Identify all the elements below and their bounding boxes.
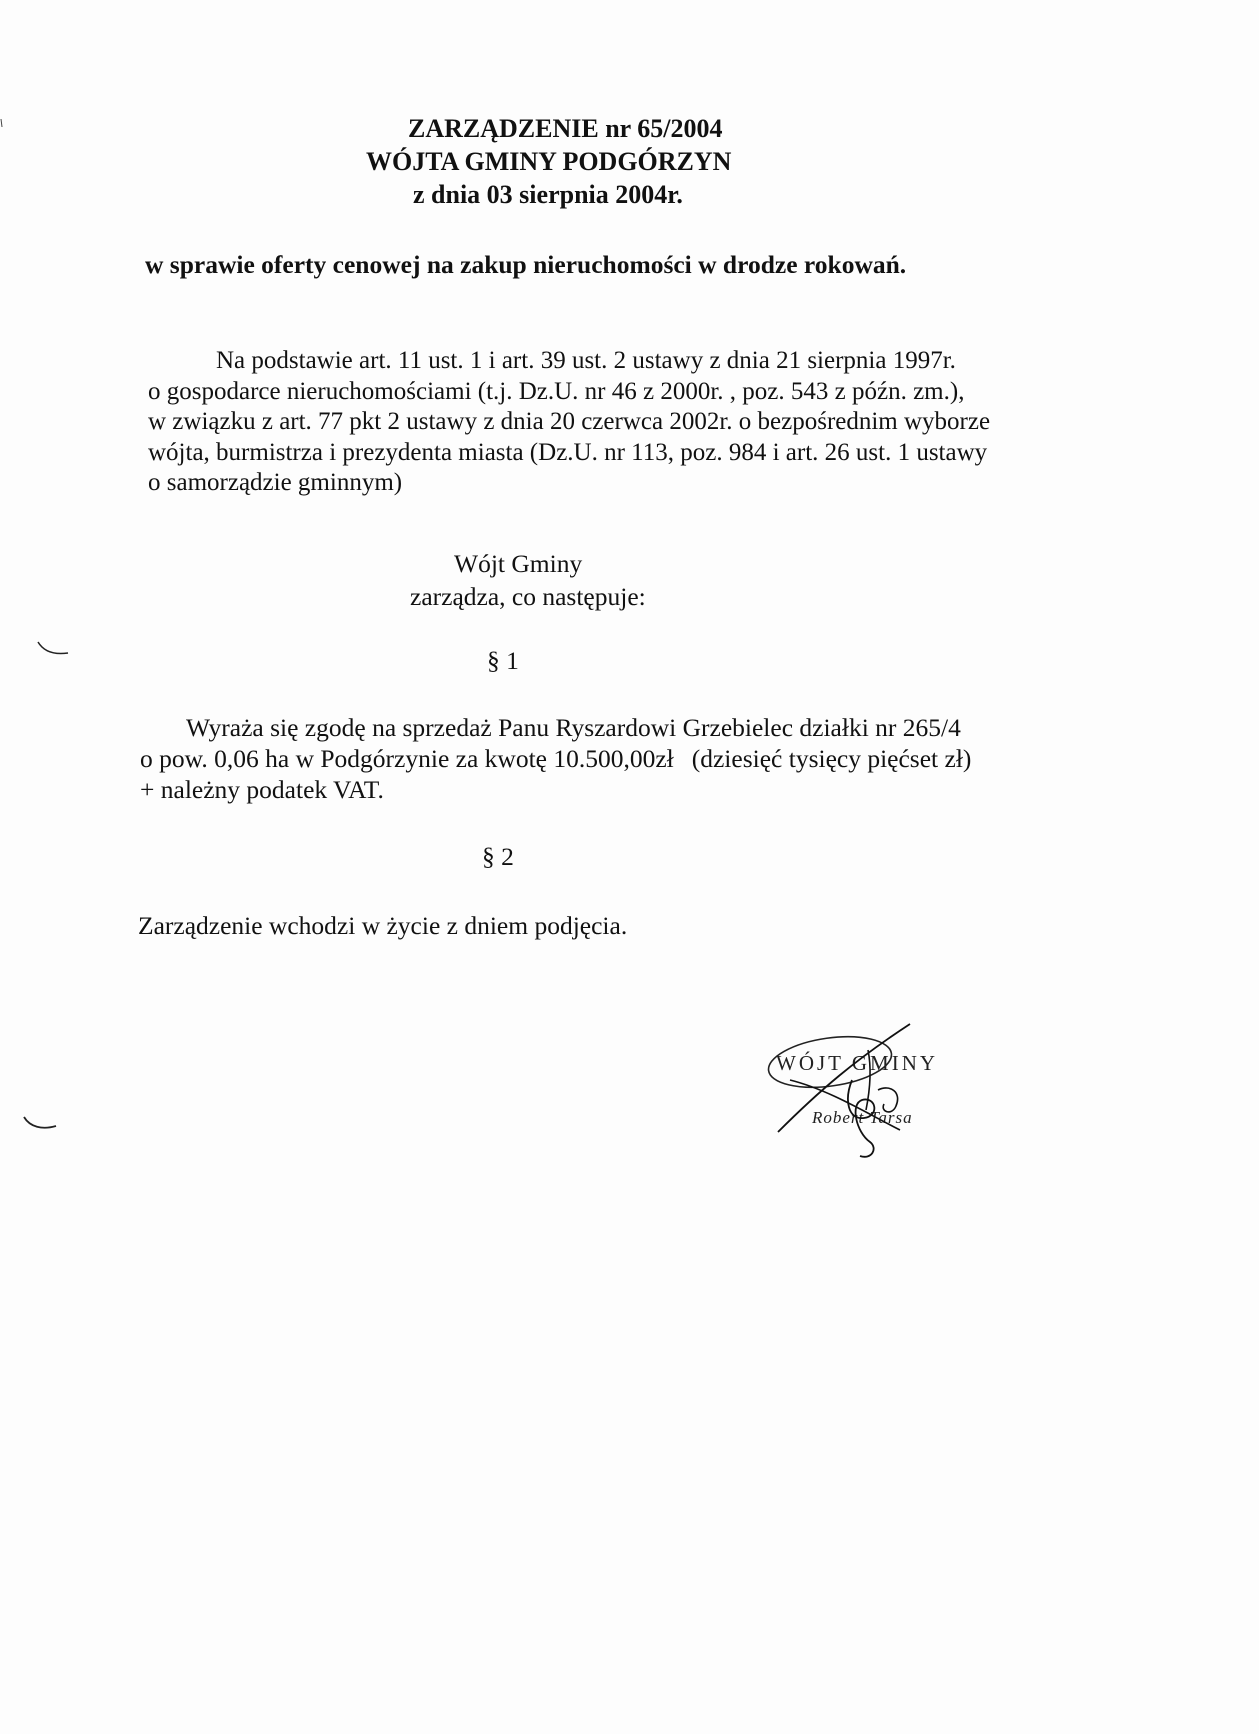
- scan-mark: [22, 1115, 58, 1133]
- official-stamp-with-signature: [760, 1020, 1020, 1170]
- section-2-heading: § 2: [482, 842, 514, 871]
- enactment-phrase: zarządza, co następuje:: [410, 582, 646, 611]
- section-1-text: [140, 712, 971, 805]
- enactment-authority: Wójt Gminy: [454, 549, 583, 578]
- legal-basis-paragraph: [148, 346, 1158, 499]
- issuing-authority: WÓJTA GMINY PODGÓRZYN: [366, 147, 732, 176]
- document-header: [330, 112, 830, 211]
- scan-mark: [36, 640, 70, 658]
- legal-basis-line: o gospodarce nieruchomościami (t.j. Dz.U. nr 46 z 2000r. , poz. 543 z późn. zm.),: [148, 377, 965, 405]
- scan-mark: [0, 118, 6, 128]
- section-1-amount-words: (dziesięć tysięcy pięćset zł): [691, 744, 972, 773]
- section-2-text: Zarządzenie wchodzi w życie z dniem podjęcia.: [138, 911, 628, 940]
- stamp-title: WÓJT GMINY: [776, 1051, 939, 1075]
- section-1-line: + należny podatek VAT.: [140, 775, 384, 804]
- stamp-name: Robert Tarsa: [812, 1108, 913, 1127]
- stamp-graphic: [760, 1020, 1020, 1170]
- document-title: ZARZĄDZENIE nr 65/2004: [408, 114, 723, 143]
- legal-basis-line: w związku z art. 77 pkt 2 ustawy z dnia 20 czerwca 2002r. o bezpośrednim wyborze: [148, 408, 991, 435]
- section-1-line: [140, 743, 971, 774]
- enactment-formula: [410, 547, 646, 613]
- legal-basis-line: o samorządzie gminnym): [148, 469, 403, 496]
- legal-basis-line: Na podstawie art. 11 ust. 1 i art. 39 ust. 2 ustawy z dnia 21 sierpnia 1997r.: [216, 347, 956, 374]
- section-1-amount: o pow. 0,06 ha w Podgórzynie za kwotę 10.500,00zł: [140, 744, 674, 773]
- section-1-line: Wyraża się zgodę na sprzedaż Panu Ryszardowi Grzebielec działki nr 265/4: [186, 713, 961, 742]
- document-date: z dnia 03 sierpnia 2004r.: [413, 180, 683, 209]
- document-subject: w sprawie oferty cenowej na zakup nieruchomości w drodze rokowań.: [145, 250, 907, 279]
- legal-basis-line: wójta, burmistrza i prezydenta miasta (Dz.U. nr 113, poz. 984 i art. 26 ust. 1 ustawy: [148, 438, 988, 466]
- section-1-heading: § 1: [487, 646, 519, 675]
